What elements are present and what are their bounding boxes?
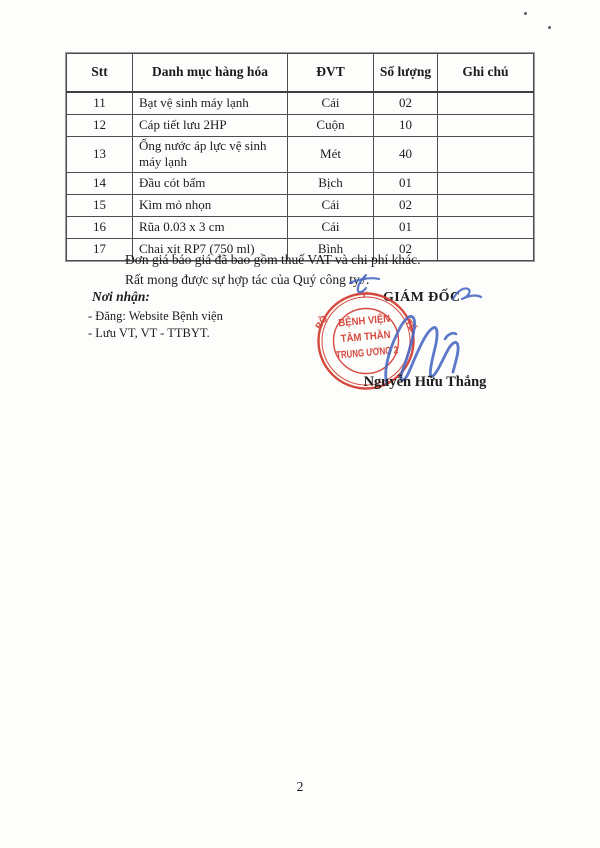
table-row: [67, 92, 534, 115]
cell-item: Đầu cót bấm: [133, 172, 288, 194]
col-header-stt: Stt: [67, 54, 133, 93]
stamp-line-3: TRUNG ƯƠNG 2: [335, 342, 419, 362]
cell-stt: 12: [67, 115, 133, 137]
cell-item: Chai xịt RP7 (750 ml): [133, 238, 288, 260]
table-row: [67, 172, 534, 194]
cell-unit: Mét: [288, 137, 374, 173]
col-header-qty: Số lượng: [374, 54, 438, 93]
stamp-ring-left: BỘ: [313, 313, 331, 332]
cell-qty: 10: [374, 115, 438, 137]
director-title: GIÁM ĐỐC: [383, 290, 461, 305]
cell-unit: Cuộn: [288, 115, 374, 137]
recipients-block: [88, 289, 223, 343]
cell-note: [438, 216, 534, 238]
col-header-item: Danh mục hàng hóa: [133, 54, 288, 93]
stamp-line-1: BỆNH VIỆN: [337, 312, 396, 330]
cell-item: Ống nước áp lực vệ sinh máy lạnh: [133, 137, 288, 173]
cell-item: Rũa 0.03 x 3 cm: [133, 216, 288, 238]
handwritten-paraph-icon: [448, 283, 486, 307]
cell-item: Cáp tiết lưu 2HP: [133, 115, 288, 137]
cell-note: [438, 172, 534, 194]
cell-note: [438, 115, 534, 137]
cell-qty: 02: [374, 238, 438, 260]
cell-stt: 15: [67, 194, 133, 216]
cell-qty: 02: [374, 194, 438, 216]
recipients-item: - Lưu VT, VT - TTBYT.: [88, 326, 210, 340]
table-header-row: [67, 54, 534, 93]
cell-note: [438, 92, 534, 115]
note-vat-line: Đơn giá báo giá đã bao gồm thuế VAT và chi phí khác.: [125, 252, 421, 267]
table-row: [67, 137, 534, 173]
stamp-ring-top: Y: [360, 289, 368, 302]
cell-unit: Bịch: [288, 172, 374, 194]
cell-note: [438, 194, 534, 216]
cell-unit: Cái: [288, 194, 374, 216]
cell-qty: 02: [374, 92, 438, 115]
note-cooperation-line: Rất mong được sự hợp tác của Quý công ty./.: [125, 272, 370, 287]
cell-unit: Cái: [288, 216, 374, 238]
scan-speck: [524, 12, 527, 15]
cell-item: Kìm mỏ nhọn: [133, 194, 288, 216]
cell-note: [438, 238, 534, 260]
col-header-unit: ĐVT: [288, 54, 374, 93]
items-table: [66, 53, 534, 261]
cell-qty: 01: [374, 172, 438, 194]
recipients-item: - Đăng: Website Bệnh viện: [88, 309, 223, 323]
cell-stt: 16: [67, 216, 133, 238]
scan-speck: [548, 26, 551, 29]
cell-qty: 01: [374, 216, 438, 238]
table-row: [67, 115, 534, 137]
cell-stt: 14: [67, 172, 133, 194]
page-number: 2: [296, 779, 304, 794]
handwritten-paraph-icon: [346, 271, 382, 295]
cell-unit: Bình: [288, 238, 374, 260]
cell-item: Bạt vệ sinh máy lạnh: [133, 92, 288, 115]
cell-note: [438, 137, 534, 173]
table-row: [67, 216, 534, 238]
stamp-line-2: TÂM THẦN: [340, 328, 396, 346]
stamp-ring-right: TẾ: [402, 317, 419, 334]
cell-qty: 40: [374, 137, 438, 173]
col-header-note: Ghi chú: [438, 54, 534, 93]
items-table-body: [67, 92, 534, 260]
cell-stt: 11: [67, 92, 133, 115]
cell-unit: Cái: [288, 92, 374, 115]
cell-stt: 13: [67, 137, 133, 173]
cell-stt: 17: [67, 238, 133, 260]
table-row: [67, 194, 534, 216]
director-name: Nguyễn Hữu Thắng: [363, 374, 487, 390]
recipients-label: Nơi nhận:: [92, 289, 150, 304]
